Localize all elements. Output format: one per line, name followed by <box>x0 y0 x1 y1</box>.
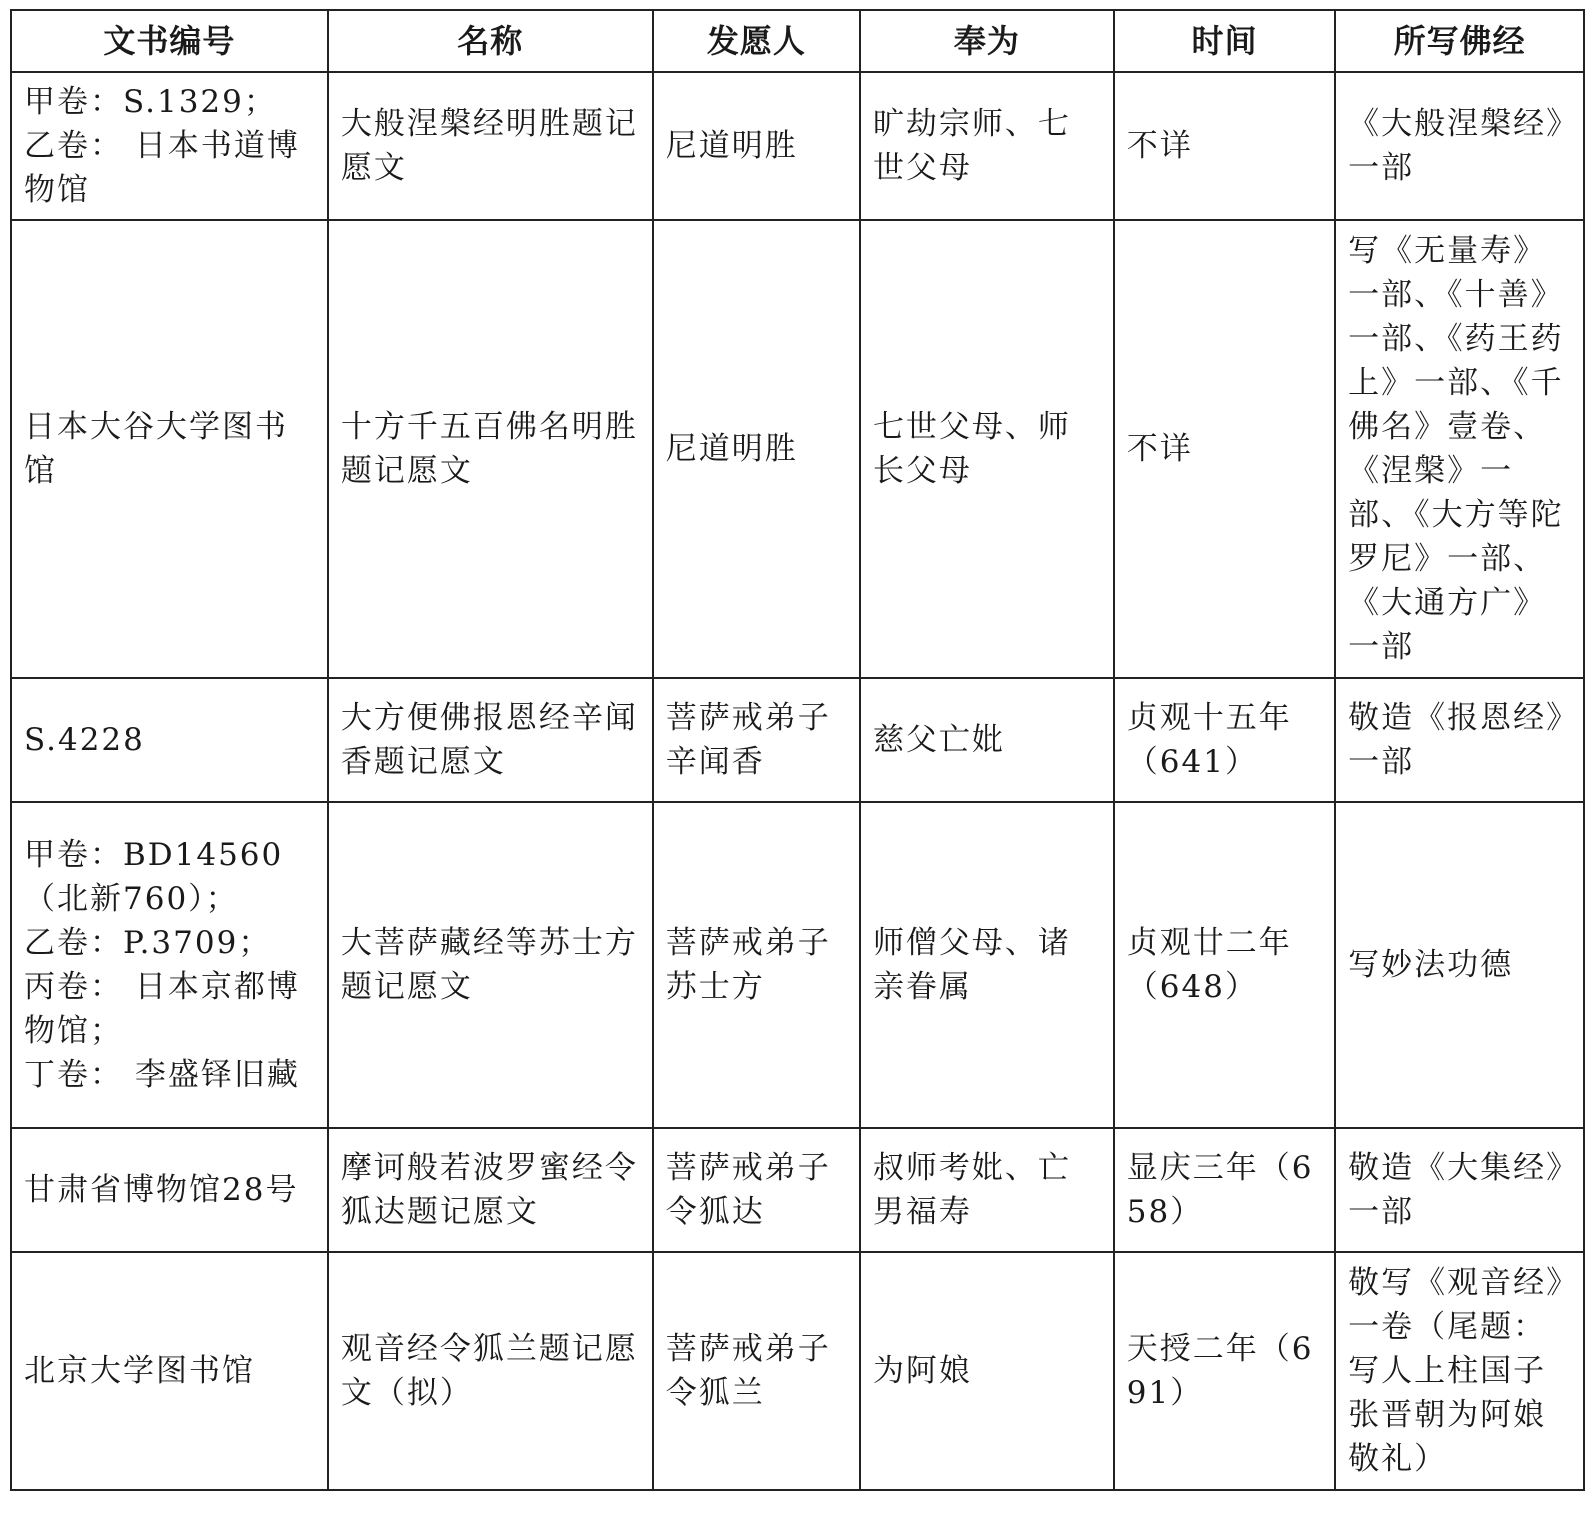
header-vower: 发愿人 <box>653 10 860 72</box>
doc-no-line: S.4228 <box>24 722 145 758</box>
doc-no-line: 甲卷：S.1329； <box>24 84 277 120</box>
cell-name: 大般涅槃经明胜题记愿文 <box>328 72 653 220</box>
doc-no-line: 北京大学图书馆 <box>24 1353 255 1389</box>
cell-time: 贞观廿二年（648） <box>1114 802 1335 1128</box>
doc-no-line: 丙卷： 日本京都博物馆； <box>24 969 300 1049</box>
cell-time: 不详 <box>1114 72 1335 220</box>
table-row <box>11 72 1584 220</box>
cell-for-whom: 旷劫宗师、七世父母 <box>860 72 1114 220</box>
cell-name: 大方便佛报恩经辛闻香题记愿文 <box>328 678 653 802</box>
table-row <box>11 1252 1584 1490</box>
cell-name: 摩诃般若波罗蜜经令狐达题记愿文 <box>328 1128 653 1252</box>
cell-sutra: 写妙法功德 <box>1335 802 1584 1128</box>
cell-sutra: 写《无量寿》一部、《十善》一部、《药王药上》一部、《千佛名》壹卷、《涅槃》一部、《大方等陀罗尼》一部、《大通方广》一部 <box>1335 220 1584 678</box>
cell-for-whom: 叔师考妣、亡男福寿 <box>860 1128 1114 1252</box>
cell-doc-no <box>11 678 328 802</box>
doc-no-line: 日本大谷大学图书馆 <box>24 409 288 489</box>
cell-vower: 尼道明胜 <box>653 72 860 220</box>
cell-doc-no <box>11 802 328 1128</box>
cell-doc-no <box>11 220 328 678</box>
doc-no-line: 乙卷： 日本书道博物馆 <box>24 128 300 208</box>
header-time: 时间 <box>1114 10 1335 72</box>
table-row <box>11 1128 1584 1252</box>
cell-doc-no <box>11 1128 328 1252</box>
cell-vower: 菩萨戒弟子苏士方 <box>653 802 860 1128</box>
table-row <box>11 220 1584 678</box>
header-doc-no: 文书编号 <box>11 10 328 72</box>
cell-sutra: 敬写《观音经》一卷（尾题：写人上柱国子张晋朝为阿娘敬礼） <box>1335 1252 1584 1490</box>
cell-name: 十方千五百佛名明胜题记愿文 <box>328 220 653 678</box>
doc-no-line: 甘肃省博物馆28号 <box>24 1172 299 1208</box>
header-for-whom: 奉为 <box>860 10 1114 72</box>
header-sutra: 所写佛经 <box>1335 10 1584 72</box>
table-row <box>11 802 1584 1128</box>
cell-sutra: 《大般涅槃经》一部 <box>1335 72 1584 220</box>
doc-no-line: 丁卷： 李盛铎旧藏 <box>24 1057 300 1093</box>
table-row <box>11 678 1584 802</box>
cell-for-whom: 慈父亡妣 <box>860 678 1114 802</box>
cell-name: 大菩萨藏经等苏士方题记愿文 <box>328 802 653 1128</box>
cell-name: 观音经令狐兰题记愿文（拟） <box>328 1252 653 1490</box>
cell-for-whom: 为阿娘 <box>860 1252 1114 1490</box>
cell-sutra: 敬造《报恩经》一部 <box>1335 678 1584 802</box>
doc-no-line: 甲卷：BD14560（北新760）； <box>24 837 284 917</box>
cell-sutra: 敬造《大集经》一部 <box>1335 1128 1584 1252</box>
cell-vower: 尼道明胜 <box>653 220 860 678</box>
doc-no-line: 乙卷：P.3709； <box>24 925 272 961</box>
header-row <box>11 10 1584 72</box>
inscription-table <box>10 9 1585 1491</box>
cell-time: 天授二年（691） <box>1114 1252 1335 1490</box>
cell-for-whom: 七世父母、师长父母 <box>860 220 1114 678</box>
cell-time: 不详 <box>1114 220 1335 678</box>
cell-vower: 菩萨戒弟子辛闻香 <box>653 678 860 802</box>
cell-time: 贞观十五年（641） <box>1114 678 1335 802</box>
cell-vower: 菩萨戒弟子令狐兰 <box>653 1252 860 1490</box>
cell-doc-no <box>11 1252 328 1490</box>
cell-time: 显庆三年（658） <box>1114 1128 1335 1252</box>
header-name: 名称 <box>328 10 653 72</box>
cell-vower: 菩萨戒弟子令狐达 <box>653 1128 860 1252</box>
cell-for-whom: 师僧父母、诸亲眷属 <box>860 802 1114 1128</box>
cell-doc-no <box>11 72 328 220</box>
